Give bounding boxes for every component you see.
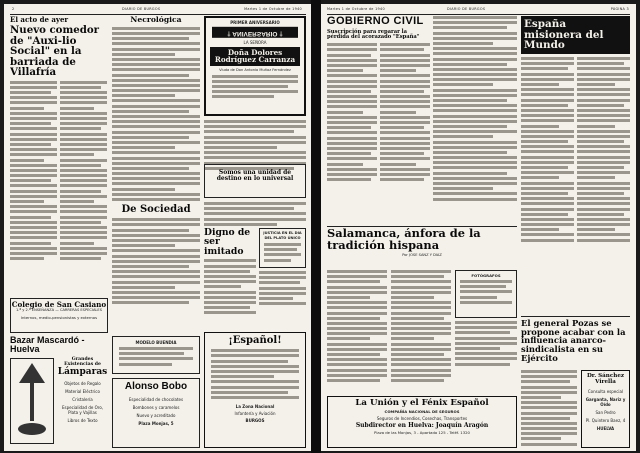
ad-line: Especialidad de chocolates <box>128 396 184 402</box>
ad-line: HUELVA <box>596 425 615 431</box>
ad-line: Seguros de Incendios, Cosechas, Transportes <box>376 415 468 421</box>
ad-line: Lámparas <box>57 367 108 378</box>
ad-title: Alonso Bobo <box>124 381 188 392</box>
byline: Por JOSE SANZ Y DIAZ <box>402 253 442 258</box>
ad-title: Dr. Sánchez Virella <box>586 373 625 385</box>
page-header <box>327 7 629 13</box>
ad-line: Libros de Texto <box>67 417 98 423</box>
notice-label: LA SEÑORA <box>243 39 267 45</box>
box-title: JUSTICIA EN EL DIA DEL PLATO ÚNICO <box>263 231 302 240</box>
ad-colegio <box>10 298 108 333</box>
page-number: 2 <box>12 7 15 11</box>
ad-union-fenix <box>327 396 517 448</box>
ad-line: Bombones y caramelos <box>132 404 180 410</box>
pozas-article-head <box>521 319 630 367</box>
salamanca-headline: Salamanca, ánfora de la tradición hispana <box>327 228 481 252</box>
notice-banner: † ANIVERSARIO † <box>212 27 298 38</box>
ad-agent: Subdirector en Huelva: Joaquín Aragón <box>355 421 489 429</box>
column-1 <box>10 16 108 448</box>
masthead: DIARIO DE BURGOS <box>122 7 161 11</box>
box-line: Infantería y Aviación <box>234 411 276 417</box>
ad-company: COMPAÑÍA NACIONAL DE SEGUROS <box>384 408 460 414</box>
gobierno-headline: GOBIERNO CIVIL <box>327 16 424 27</box>
column-2 <box>112 16 200 448</box>
ad-line: Especialidad de Oro, Plata y Vajillas <box>61 404 104 415</box>
gobierno-subhead: Suscripción para reparar la pérdida del acorazado "España" <box>327 28 420 40</box>
salamanca-body <box>327 270 517 394</box>
plato-unico-box <box>259 228 306 268</box>
salamanca-article-head <box>327 228 517 268</box>
ad-line: Nuevo y acreditado <box>136 412 176 418</box>
aniversario-notice <box>204 16 306 116</box>
ad-line: Pl. Quintero Baez, 4 <box>585 417 626 423</box>
ad-doctor <box>581 370 630 448</box>
digno-article <box>204 228 306 328</box>
kicker: El acto de ayer <box>10 16 69 24</box>
ad-line: Grandes Existencias de <box>64 356 101 367</box>
pozas-body <box>521 370 577 448</box>
sociedad-headline: De Sociedad <box>121 204 191 215</box>
ad-line: San Pedro <box>595 409 616 415</box>
espana-misionera-headline: España misionera del Mundo <box>521 16 630 54</box>
ad-address: Plaza de las Monjas, 3 - Apartado 125 - Teléf. 1320 <box>374 430 470 436</box>
quote-text: Somos una unidad de destino en lo universal <box>216 169 294 183</box>
right-column <box>521 16 630 448</box>
ad-body: Internos, medio-pensionistas y externos <box>20 315 98 321</box>
main-headline: Nuevo comedor de "Auxi-lio Social" en la barriada de Villafría <box>10 24 100 79</box>
ad-title: La Unión y el Fénix Español <box>355 398 489 408</box>
lamp-icon <box>11 359 53 443</box>
right-page <box>321 4 636 451</box>
box-line: BURGOS <box>245 418 265 424</box>
espanol-box <box>204 332 306 448</box>
page-gutter <box>311 0 321 453</box>
ad-illustration <box>10 358 54 444</box>
box-title: ¡Español! <box>228 335 282 346</box>
ad-line: Consulta especial <box>587 388 624 394</box>
ad-title: Bazar Mascardó - Huelva <box>10 336 85 355</box>
column-3 <box>204 16 306 448</box>
date: Martes 1 de Octubre de 1940 <box>244 7 302 11</box>
ad-line: Plaza Monjas, 5 <box>138 420 174 426</box>
ad-line: Cristalería <box>72 396 93 402</box>
pozas-headline: El general Pozas se propone acabar con la influencia anarco-sindicalista en su Ejército <box>521 319 626 363</box>
box-line: La Zona Nacional <box>235 404 275 410</box>
ad-line: Objetos de Regalo <box>64 380 101 386</box>
notice-top: PRIMER ANIVERSARIO <box>230 20 280 25</box>
ad-alonso-bobo <box>112 378 200 448</box>
ad-bazar <box>10 336 108 448</box>
date: Martes 1 de Octubre de 1940 <box>327 7 385 11</box>
ad-line: Garganta, Nariz y Oído <box>585 396 626 407</box>
necrologica-headline: Necrológica <box>130 16 182 24</box>
ad-title: Colegio de San Casiano <box>11 300 107 309</box>
ad-line: Material Eléctrico <box>65 388 100 394</box>
notice-name: Doña Dolores Rodríguez Carranza <box>210 47 300 66</box>
left-page <box>4 4 311 451</box>
gobierno-column <box>327 16 431 224</box>
quote-box <box>204 164 306 198</box>
box-title: FOTÓGRAFOS <box>471 273 501 278</box>
modelo-box <box>112 336 200 374</box>
box-title: MODELO BUENDIA <box>135 340 177 345</box>
page-header <box>12 7 302 13</box>
article-headline: Digno de ser imitado <box>204 228 251 257</box>
masthead: DIARIO DE BURGOS <box>447 7 486 11</box>
notice-sub: Viuda de Don Antonio Muñoz Fernández <box>219 67 291 72</box>
fotografos-box <box>455 270 517 318</box>
ad-subtitle: 1.ª y 2.ª ENSEÑANZA — CARRERAS ESPECIALES <box>16 308 102 313</box>
gobierno-continued <box>433 16 517 224</box>
page-number: PÁGINA 3 <box>610 7 629 11</box>
